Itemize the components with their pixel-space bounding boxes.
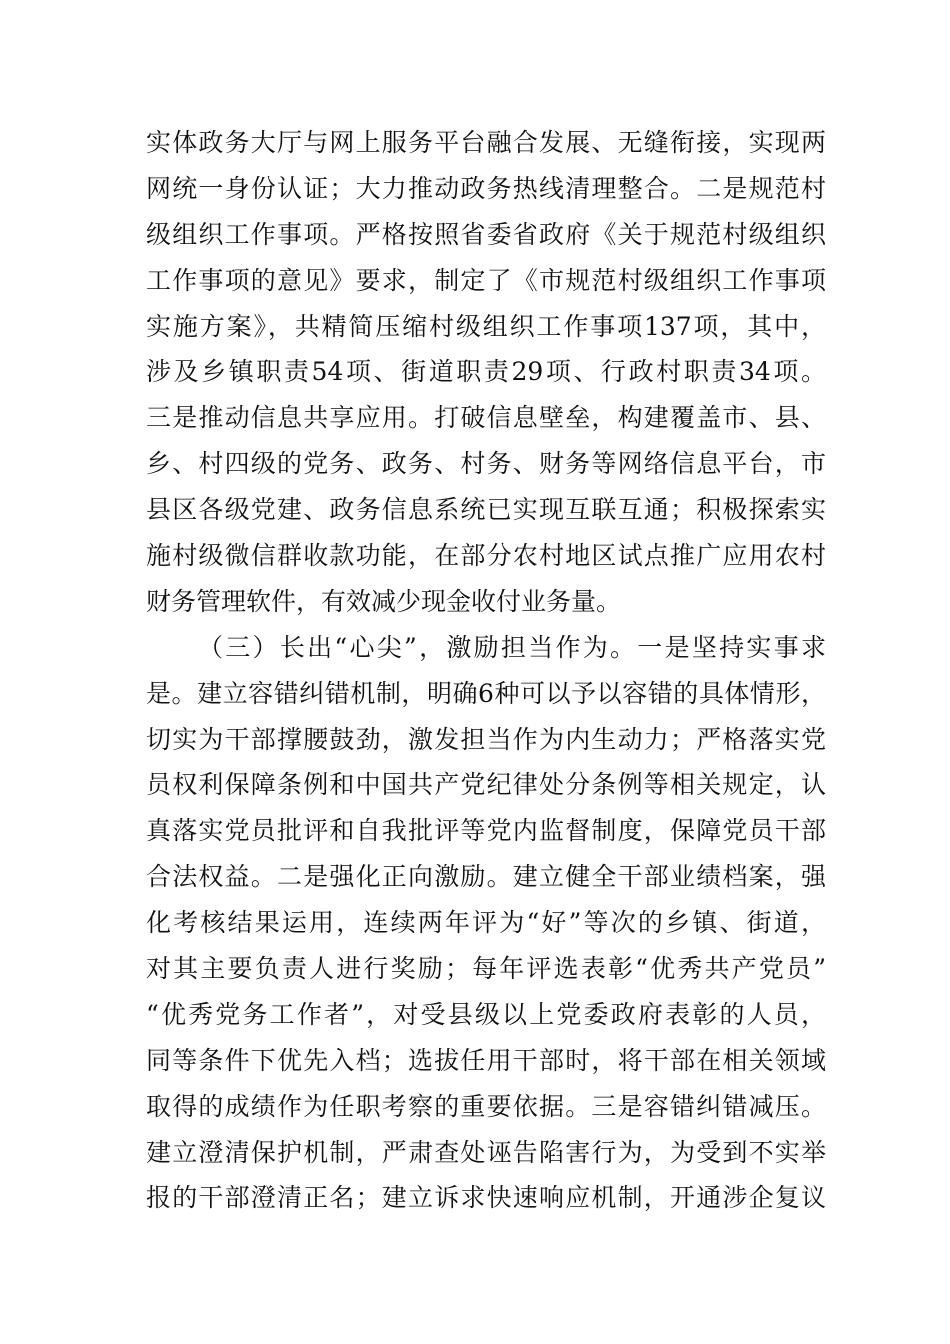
- text-line: 实体政务大厅与网上服务平台融合发展、无缝衔接，实现两: [146, 128, 826, 157]
- text-line: 员权利保障条例和中国共产党纪律处分条例等相关规定，认: [146, 770, 826, 800]
- text-line: 乡、村四级的党务、政务、村务、财务等网络信息平台，市: [146, 449, 826, 479]
- text-line: 工作事项的意见》要求，制定了《市规范村级组织工作事项: [146, 265, 826, 295]
- text-line: 切实为干部撑腰鼓劲，激发担当作为内生动力；严格落实党: [146, 724, 826, 754]
- text-line: 化考核结果运用，连续两年评为“好”等次的乡镇、街道，: [146, 908, 826, 938]
- text-line: 涉及乡镇职责54项、街道职责29项、行政村职责34项。: [146, 357, 826, 387]
- text-line: 网统一身份认证；大力推动政务热线清理整合。二是规范村: [146, 173, 826, 203]
- text-line: 同等条件下优先入档；选拔任用干部时，将干部在相关领域: [146, 1045, 826, 1075]
- text-line: 实施方案》，共精简压缩村级组织工作事项137项，其中，: [146, 311, 826, 341]
- text-line: 对其主要负责人进行奖励；每年评选表彰“优秀共产党员”: [146, 954, 826, 984]
- text-line: 报的干部澄清正名；建立诉求快速响应机制，开通涉企复议: [146, 1183, 826, 1213]
- text-line: 施村级微信群收款功能，在部分农村地区试点推广应用农村: [146, 541, 826, 571]
- text-line: “优秀党务工作者”，对受县级以上党委政府表彰的人员，: [146, 999, 826, 1029]
- section-heading-line: （三）长出“心尖”，激励担当作为。一是坚持实事求: [198, 632, 826, 662]
- text-line: 县区各级党建、政务信息系统已实现互联互通；积极探索实: [146, 495, 826, 525]
- text-line: 财务管理软件，有效减少现金收付业务量。: [146, 586, 622, 616]
- text-line: 取得的成绩作为任职考察的重要依据。三是容错纠错减压。: [146, 1091, 826, 1121]
- text-line: 三是推动信息共享应用。打破信息壁垒，构建覆盖市、县、: [146, 403, 826, 433]
- text-line: 合法权益。二是强化正向激励。建立健全干部业绩档案，强: [146, 862, 826, 892]
- text-line: 建立澄清保护机制，严肃查处诬告陷害行为，为受到不实举: [146, 1137, 826, 1167]
- text-line: 真落实党员批评和自我批评等党内监督制度，保障党员干部: [146, 816, 826, 846]
- text-line: 是。建立容错纠错机制，明确6种可以予以容错的具体情形，: [146, 678, 826, 708]
- body-text: [146, 120, 826, 1221]
- text-line: 级组织工作事项。严格按照省委省政府《关于规范村级组织: [146, 219, 826, 249]
